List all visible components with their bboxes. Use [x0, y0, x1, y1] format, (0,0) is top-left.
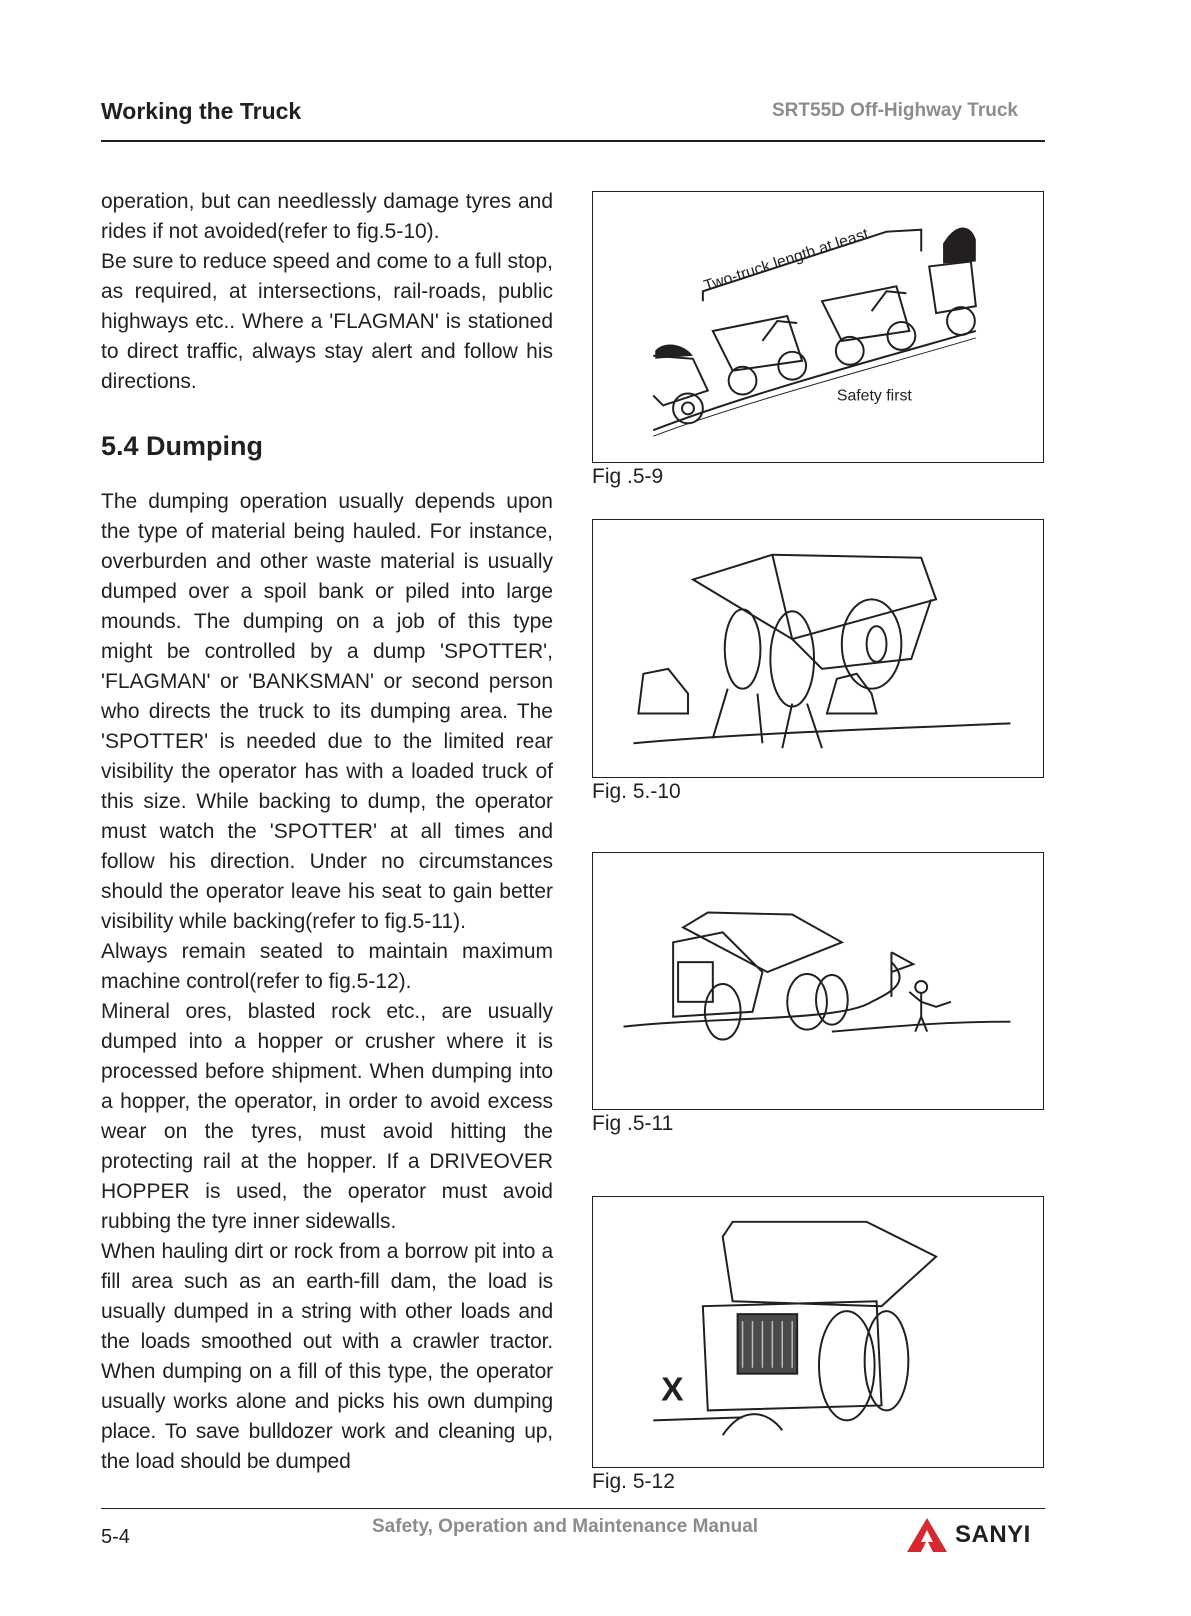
header-section-title: Working the Truck: [101, 98, 302, 124]
figure-5-12-caption: Fig. 5-12: [592, 1470, 675, 1493]
figure-5-10-caption: Fig. 5.-10: [592, 780, 681, 803]
dumping-paragraph-1: The dumping operation usually depends upon the type of material being hauled. For instance, overburden and other waste material is usually dumped over a spoil bank or piled into large mounds. The dumping on a job of this type might be controlled by a dump 'SPOTTER', 'FLAGMAN' or 'BANKSMAN' or second person who directs the truck to its dumping area. The 'SPOTTER' is needed due to the limited rear visibility the operator has with a loaded truck of this size. While backing to dump, the operator must watch the 'SPOTTER' at all times and follow his direction. Under no circumstances should the operator leave his seat to gain better visibility while backing(refer to fig.5-11).: [101, 490, 553, 933]
dumping-paragraph-4: When hauling dirt or rock from a borrow pit into a fill area such as an earth-fill dam, the load is usually dumped in a string with other loads and the loads smoothed out with a crawler tractor. When dumping on a fill of this type, the operator usually works alone and picks his own dumping place. To save bulldozer work and cleaning up, the load should be dumped: [101, 1240, 553, 1473]
figure-5-12: [592, 1196, 1044, 1468]
figure-5-12-x-mark: X: [661, 1370, 684, 1409]
dumping-paragraph-3: Mineral ores, blasted rock etc., are usually dumped into a hopper or crusher where it is processed before shipment. When dumping into a hopper, the operator, in order to avoid excess wear on the tyres, must avoid hitting the protecting rail at the hopper. If a DRIVEOVER HOPPER is used, the operator must avoid rubbing the tyre inner sidewalls.: [101, 1000, 553, 1233]
footer-manual-title: Safety, Operation and Maintenance Manual: [372, 1516, 759, 1537]
page-number: 5-4: [101, 1526, 130, 1548]
figure-5-9-label-safety: Safety first: [836, 387, 912, 405]
figure-5-10: [592, 519, 1044, 778]
intro-paragraph-2: Be sure to reduce speed and come to a full stop, as required, at intersections, rail-roads, public highways etc.. Where a 'FLAGMAN' is stationed to direct traffic, always stay alert and follow his directions.: [101, 250, 553, 393]
brand-name: SANYI: [955, 1521, 1031, 1548]
intro-paragraph-1: operation, but can needlessly damage tyres and rides if not avoided(refer to fig.5-10).: [101, 190, 553, 243]
header-product-name: SRT55D Off-Highway Truck: [772, 100, 1018, 121]
dumping-paragraph-2: Always remain seated to maintain maximum machine control(refer to fig.5-12).: [101, 940, 553, 993]
figure-5-11-caption: Fig .5-11: [592, 1112, 674, 1135]
figure-5-9: [592, 191, 1044, 463]
left-text-column: [101, 187, 553, 1477]
figure-5-9-label-distance: Two-truck length at least: [701, 225, 871, 296]
footer-rule: [101, 1508, 1045, 1509]
unattended-truck-illustration: [593, 1197, 1043, 1467]
figure-5-11: [592, 852, 1044, 1110]
truck-over-rocks-illustration: [593, 520, 1043, 777]
figure-5-9-caption: Fig .5-9: [592, 465, 664, 488]
header-rule: [101, 140, 1045, 142]
section-heading: 5.4 Dumping: [101, 431, 264, 461]
truck-with-spotter-illustration: [593, 853, 1043, 1109]
trucks-on-slope-illustration: [593, 192, 1043, 462]
